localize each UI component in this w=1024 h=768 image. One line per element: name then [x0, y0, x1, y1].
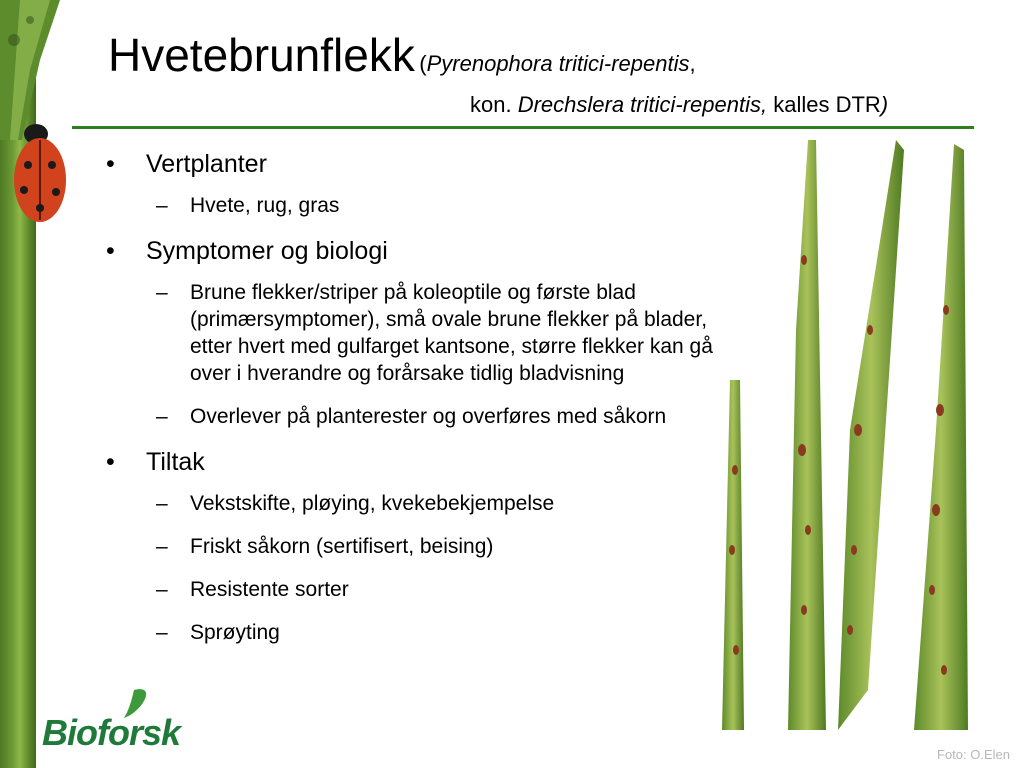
- leaf-3: [838, 140, 904, 730]
- bullet-item: [104, 235, 754, 267]
- title-line2-prefix: kon.: [470, 92, 518, 117]
- sub-bullet-item: [104, 490, 754, 517]
- sub-bullet-item: [104, 533, 754, 560]
- sub-bullet-text: Brune flekker/striper på koleoptile og første blad (primærsymptomer), små ovale brune flekker på blader, etter hvert med gulfarget kantsone, større flekker kan gå over i hverandre og forårsake tidlig bladvisning: [190, 281, 713, 385]
- sub-bullet-item: [104, 619, 754, 646]
- bullet-item: [104, 446, 754, 478]
- dash-symbol: –: [156, 578, 168, 601]
- title-subline: [470, 92, 888, 118]
- dash-symbol: –: [156, 194, 168, 217]
- sub-bullet-item: [104, 192, 754, 219]
- bullet-label: Tiltak: [146, 448, 205, 476]
- leaf-4: [914, 144, 968, 730]
- sub-bullet-text: Overlever på planterester og overføres med såkorn: [190, 405, 667, 428]
- title-paren-close: ): [880, 92, 889, 117]
- dash-symbol: –: [156, 621, 168, 644]
- bullet-symbol: •: [106, 150, 115, 178]
- sub-bullet-text: Vekstskifte, pløying, kvekebekjempelse: [190, 492, 555, 515]
- leaf-1: [722, 380, 744, 730]
- dash-symbol: –: [156, 405, 168, 428]
- bullet-label: Vertplanter: [146, 150, 267, 178]
- sub-bullet-item: [104, 279, 754, 387]
- title-paren-open: (: [419, 51, 427, 76]
- dash-symbol: –: [156, 535, 168, 558]
- slide-title: [108, 28, 696, 82]
- title-divider: [72, 126, 974, 129]
- wheat-leaves-photo: [700, 130, 1000, 740]
- title-main: Hvetebrunflekk: [108, 29, 415, 81]
- photo-credit: Foto: O.Elen: [937, 747, 1010, 762]
- sub-bullet-text: Friskt såkorn (sertifisert, beising): [190, 535, 494, 558]
- sub-bullet-item: [104, 403, 754, 430]
- title-latin-name: Pyrenophora tritici-repentis: [426, 51, 690, 76]
- bullet-item: [104, 148, 754, 180]
- bullet-label: Symptomer og biologi: [146, 237, 388, 265]
- title-line2-suffix: kalles DTR: [767, 92, 881, 117]
- sub-bullet-text: Sprøyting: [190, 621, 280, 644]
- ladybug-icon: [4, 110, 68, 230]
- bullet-symbol: •: [106, 448, 115, 476]
- title-line2-latin: Drechslera tritici-repentis,: [517, 92, 768, 117]
- dash-symbol: –: [156, 281, 168, 304]
- title-comma: ,: [689, 51, 696, 76]
- bullet-list: [104, 148, 754, 662]
- sub-bullet-text: Resistente sorter: [190, 578, 349, 601]
- dash-symbol: –: [156, 492, 168, 515]
- bioforsk-logo: Bioforsk: [42, 712, 181, 753]
- leaf-2: [788, 140, 826, 730]
- bullet-symbol: •: [106, 237, 115, 265]
- sub-bullet-text: Hvete, rug, gras: [190, 194, 340, 217]
- sub-bullet-item: [104, 576, 754, 603]
